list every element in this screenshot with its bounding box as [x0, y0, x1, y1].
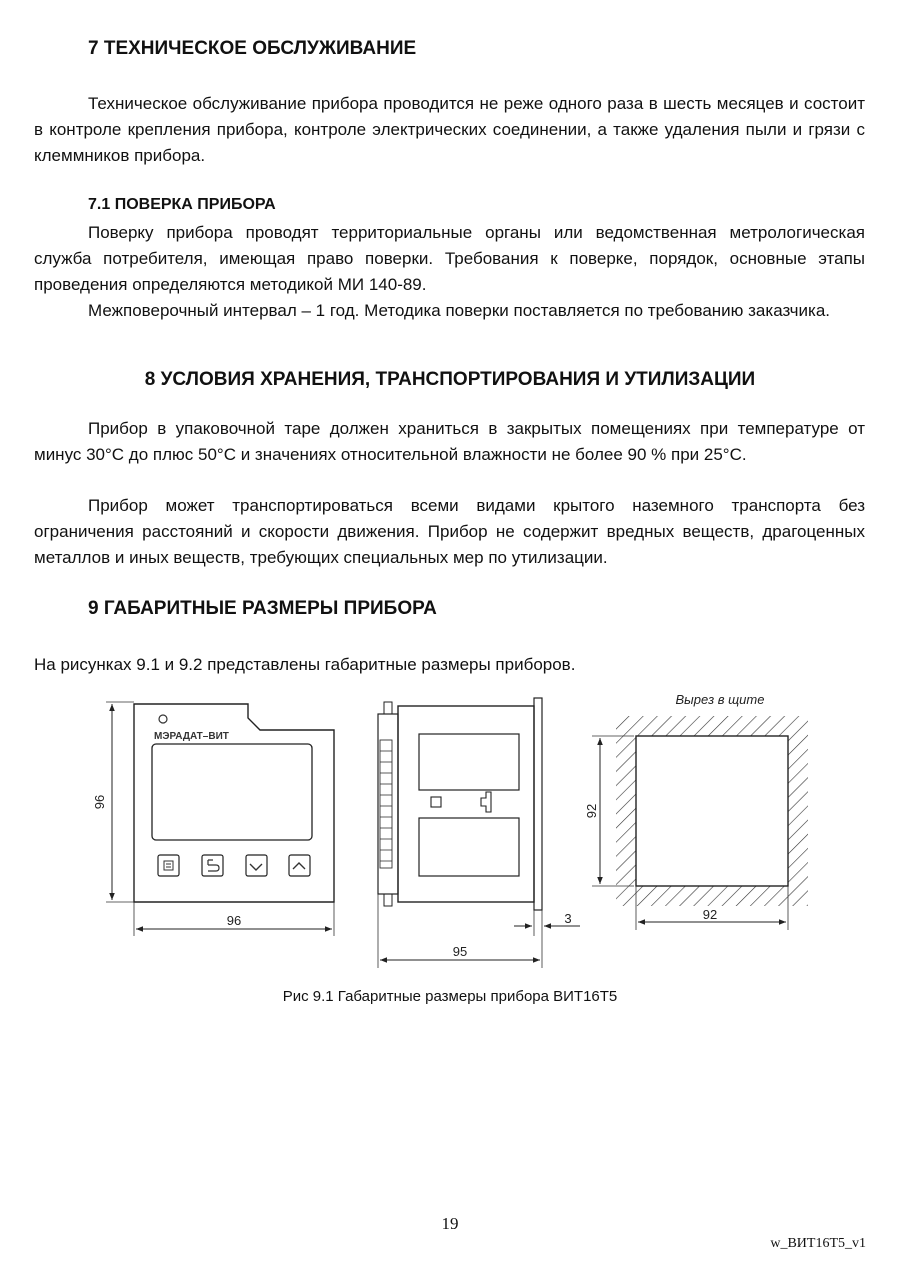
front-width-dimension: 96 — [226, 913, 242, 928]
menu-button-icon — [158, 855, 179, 876]
page-number: 19 — [441, 1214, 459, 1233]
cutout-width-dimension: 92 — [702, 907, 718, 922]
side-flange-dimension: 3 — [564, 911, 572, 926]
panel-cutout-view — [584, 692, 808, 930]
section-8-paragraph-2: Прибор может транспортироваться всеми видами крытого наземного транспорта без ограничения расстояний и скорости движения. Прибор не содержит вредных веществ, драгоценных металлов и иных веществ, требующих специальных мер по утилизации. — [34, 496, 865, 567]
side-depth-dimension: 95 — [452, 944, 468, 959]
document-id: w_ВИТ16Т5_v1 — [770, 1236, 866, 1251]
section-7-paragraph: Техническое обслуживание прибора проводится не реже одного раза в шесть месяцев и состоит в контроле крепления прибора, контроле электрических соединении, а также удаления пыли и грязи с клеммников прибора. — [34, 94, 865, 165]
section-8-heading: 8 УСЛОВИЯ ХРАНЕНИЯ, ТРАНСПОРТИРОВАНИЯ И УТИЛИЗАЦИИ — [144, 369, 756, 390]
back-button-icon — [202, 855, 223, 876]
side-view — [378, 698, 580, 968]
power-led-icon — [159, 715, 167, 723]
section-7-1-heading: 7.1 ПОВЕРКА ПРИБОРА — [88, 196, 276, 213]
down-button-icon — [246, 855, 267, 876]
front-display-window — [152, 744, 312, 840]
cutout-height-dimension: 92 — [584, 803, 599, 819]
front-height-dimension: 96 — [92, 794, 107, 810]
cutout-label: Вырез в щите — [675, 692, 765, 707]
section-7-heading: 7 ТЕХНИЧЕСКОЕ ОБСЛУЖИВАНИЕ — [88, 38, 417, 59]
cutout-opening — [636, 736, 788, 886]
up-button-icon — [289, 855, 310, 876]
section-7-1-paragraph-1: Поверку прибора проводят территориальные органы или ведомственная метрологическая служба потребителя, имеющая право поверки. Требования к поверке, порядок, основные этапы проведения определяются методикой МИ 140-89. — [34, 223, 865, 294]
brand-logo-text: МЭРАДАТ–ВИТ — [154, 731, 229, 742]
section-8-paragraph-1: Прибор в упаковочной таре должен храниться в закрытых помещениях при температуре от минус 30°С до плюс 50°С и значениях относительной влажности не более 90 % при 25°С. — [34, 419, 865, 464]
section-7-1-paragraph-2: Межповерочный интервал – 1 год. Методика поверки поставляется по требованию заказчика. — [88, 301, 831, 320]
section-9-intro: На рисунках 9.1 и 9.2 представлены габаритные размеры приборов. — [34, 655, 576, 674]
section-9-heading: 9 ГАБАРИТНЫЕ РАЗМЕРЫ ПРИБОРА — [88, 598, 437, 619]
figure-caption: Рис 9.1 Габаритные размеры прибора ВИТ16Т5 — [282, 988, 618, 1005]
terminal-block — [380, 740, 392, 868]
front-view — [92, 702, 334, 936]
dimension-drawing — [0, 680, 900, 980]
